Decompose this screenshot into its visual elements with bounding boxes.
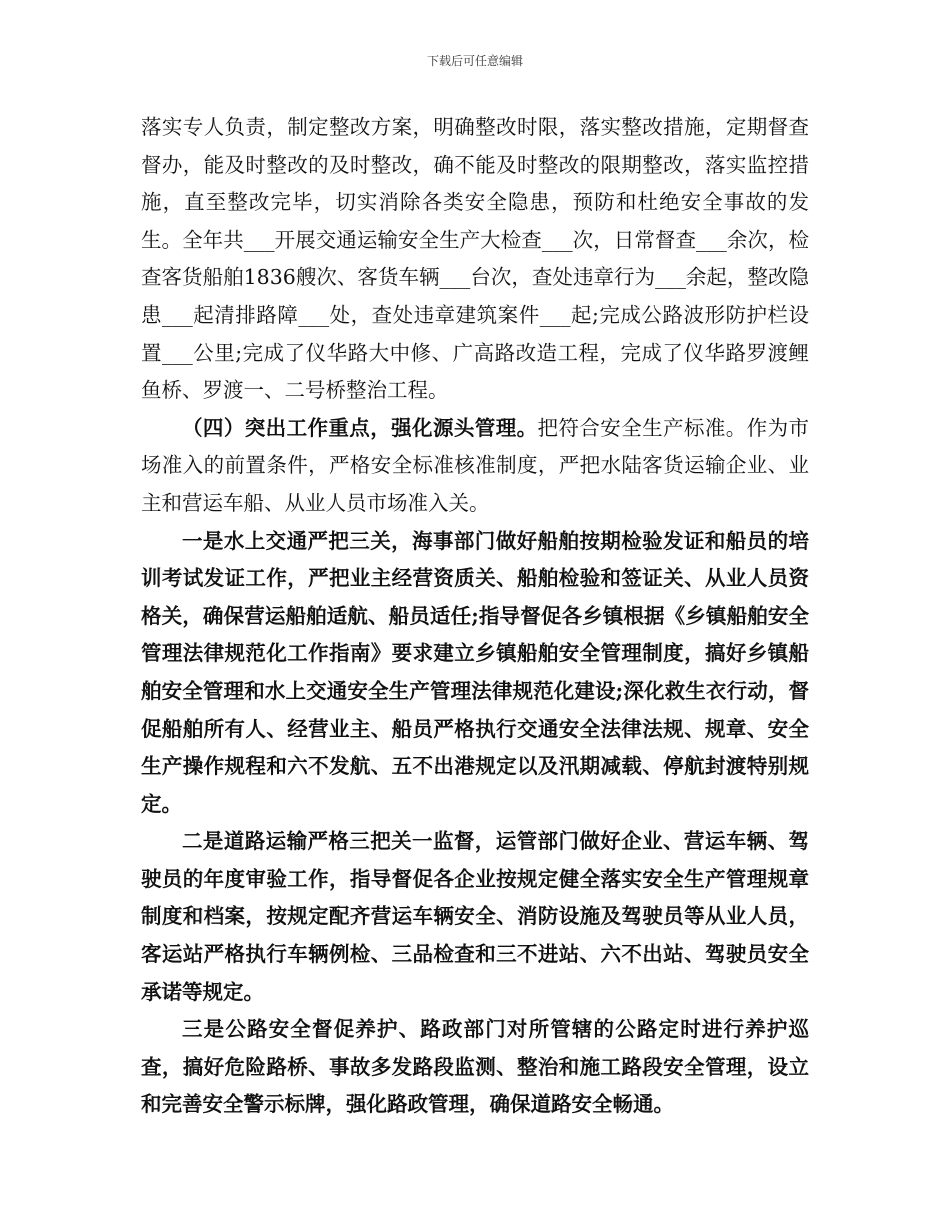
paragraph-highway-safety: 三是公路安全督促养护、路政部门对所管辖的公路定时进行养护巡查，搞好危险路桥、事故多发路段监测、整治和施工路段安全管理，设立和完善安全警示标牌，强化路政管理，确保道路安全畅通。 (141, 1017, 809, 1117)
paragraph-section-four (141, 410, 809, 523)
section-body: 把符合安全生产标准。作为市场准入的前置条件，严格安全标准核准制度，严把水陆客货运输企业、业主和营运车船、从业人员市场准入关。 (141, 415, 810, 515)
paragraph-continuation: 落实专人负责，制定整改方案，明确整改时限，落实整改措施，定期督查督办，能及时整改的及时整改，确不能及时整改的限期整改，落实监控措施，直至整改完毕，切实消除各类安全隐患，预防和杜绝安全事故的发生。全年共___开展交通运输安全生产大检查___次，日常督查___余次，检查客货船舶1836艘次、客货车辆___台次，查处违章行为___余起，整改隐患___起清排路障___处，查处违章建筑案件___起;完成公路波形防护栏设置___公里;完成了仪华路大中修、广高路改造工程，完成了仪华路罗渡鲤鱼桥、罗渡一、二号桥整治工程。 (141, 115, 809, 403)
section-heading: （四）突出工作重点，强化源头管理。 (182, 415, 538, 440)
page-header: 下载后可任意编辑 (426, 54, 523, 68)
paragraph-water-traffic: 一是水上交通严把三关，海事部门做好船舶按期检验发证和船员的培训考试发证工作，严把业主经营资质关、船舶检验和签证关、从业人员资格关，确保营运船舶适航、船员适任;指导督促各乡镇根据《乡镇船舶安全管理法律规范化工作指南》要求建立乡镇船舶安全管理制度，搞好乡镇船舶安全管理和水上交通安全生产管理法律规范化建设;深化救生衣行动，督促船舶所有人、经营业主、船员严格执行交通安全法律法规、规章、安全生产操作规程和六不发航、五不出港规定以及汛期减载、停航封渡特别规定。 (141, 528, 809, 816)
paragraph-road-transport: 二是道路运输严格三把关一监督，运管部门做好企业、营运车辆、驾驶员的年度审验工作，指导督促各企业按规定健全落实安全生产管理规章制度和档案，按规定配齐营运车辆安全、消防设施及驾驶员等从业人员，客运站严格执行车辆例检、三品检查和三不进站、六不出站、驾驶员安全承诺等规定。 (141, 829, 809, 1004)
document-body (141, 109, 809, 1124)
